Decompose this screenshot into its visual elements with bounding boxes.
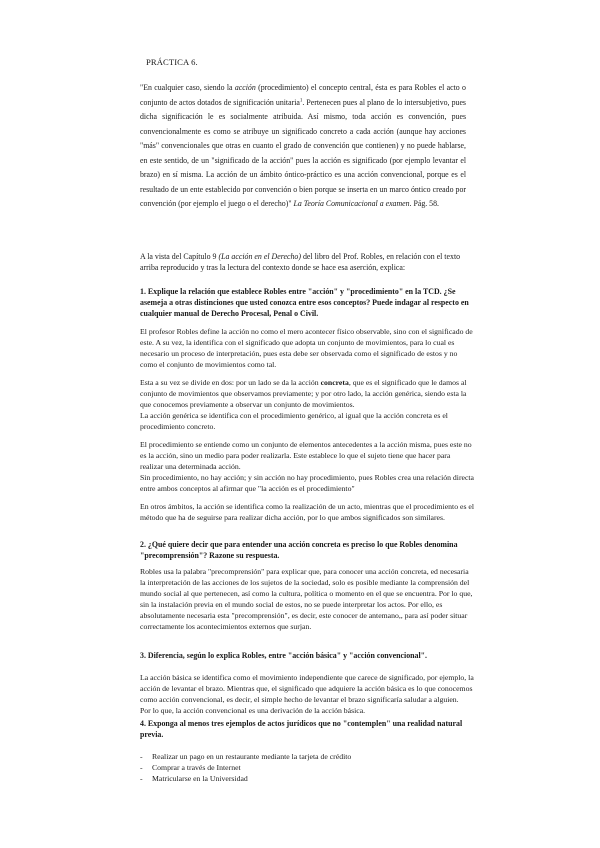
intro-text-b: del libro del Prof. Robles, en relación con el texto arriba reproducido y tras la lectura del contexto donde se hace esa aserción, explica:: [140, 252, 461, 273]
quoted-passage: [140, 81, 466, 212]
intro-chapter-title: (La acción en el Derecho): [218, 252, 301, 261]
answer-1-paragraph-3: [140, 439, 474, 494]
answer-2: Robles usa la palabra "precomprensión" para explicar que, para conocer una acción concreta, ed necesaria la interpretación de las acciones de los sujetos de la sociedad, solo es posible mediante la comprensión del mundo social al que pertenecen, así como la cultura, política o momento en el que se encuentra. Por lo que, sin la instalación previa en el mundo social de estos, no se puede interpretar los actos. Por ello, es absolutamente necesaria esta "precomprensión", es decir, este conocer de antemano,, para así poder situar correctamente los acontecimientos externos que surjan.: [140, 567, 473, 632]
list-item: - Realizar un pago en un restaurante mediante la tarjeta de crédito: [140, 752, 351, 763]
intro-text-a: A la vista del Capítulo 9: [140, 252, 219, 261]
answer-1-paragraph-4: En otros ámbitos, la acción se identifica como la realización de un acto, mientras que el procedimiento es el método que ha de seguirse para realizar dicha acción, por lo que ambos significados son similares.: [140, 501, 474, 522]
quote-text-3: . Pertenecen pues al plano de lo intersubjetivo, pues dicha significación le es socialmente atribuida. Así mismo, toda acción es convención, pues convencionalmente es como se atribuye un significado concreto a cada acción (aunque hay acciones "más" convencionales que otras en cuanto el grado de convención que contienen) y no puede hablarse, en este sentido, de un "significado de la acción" pues la acción es significado (por ejemplo levantar el brazo) en sí misma. La acción de un ámbito óntico-práctico es una acción convencional, porque es el resultado de un ente establecido por convención o bien porque se inserta en un marco óntico creado por convención (por ejemplo el juego o el derecho)": [140, 97, 466, 209]
quote-emphasis: acción: [234, 83, 256, 92]
quote-text-1: "En cualquier caso, siendo la: [140, 83, 235, 92]
answer-1-text: , que es el significado que le damos al conjunto de movimientos que observamos previamente; y por otro lado, la acción genérica, siendo esta la que conocemos previamente a observar un conjunto de movimientos.: [140, 377, 467, 410]
answer-3-paragraph-1: La acción básica se identifica como el movimiento independiente que carece de significado, por ejemplo, la acción de levantar el brazo. Mientras que, el significado que adquiere la acción básica es lo que conocemos como acción convencional, es decir, el simple hecho de levantar el brazo significaría saludar a alguien.: [140, 673, 474, 705]
page-title: PRÁCTICA 6.: [146, 57, 198, 67]
question-1: 1. Explique la relación que establece Robles entre "acción" y "procedimiento" en la TCD. ¿Se asemeja a otras distinciones que usted conozca entre esos conceptos? Puede indagar al respecto en cualquier manual de Derecho Procesal, Penal o Civil.: [140, 287, 469, 318]
answer-3-paragraph-2: Por lo que, la acción convencional es una derivación de la acción básica.: [140, 706, 366, 716]
question-3: 3. Diferencia, según lo explica Robles, entre "acción básica" y "acción convencional".: [140, 651, 428, 660]
question-2: 2. ¿Qué quiere decir que para entender una acción concreta es preciso lo que Robles denomina "precomprensión"? Razone su respuesta.: [140, 540, 458, 560]
quote-source-title: La Teoría Comunicacional a examen: [293, 199, 410, 209]
quote-source-page: . Pág. 58.: [409, 199, 439, 209]
list-item: - Comprar a través de Internet: [140, 763, 351, 774]
list-item: - Matricularse en la Universidad: [140, 774, 351, 785]
answer-1-paragraph-2: [140, 377, 474, 432]
answer-1-text: El procedimiento se entiende como un conjunto de elementos antecedentes a la acción misma, pues este no es la acción, sino un medio para poder realizarla. Este establece lo que el sujeto tiene que hacer para realizar una determinada acción.: [140, 439, 472, 472]
answer-1-bold-term: concreta: [320, 377, 349, 387]
answer-1-text: Sin procedimiento, no hay acción; y sin acción no hay procedimiento, pues Robles crea una relación directa entre ambos conceptos al afirmar que "la acción es el procedimiento": [140, 473, 474, 494]
footnote-marker: 1: [299, 97, 303, 103]
answer-1: [140, 326, 474, 530]
answer-1-paragraph-1: El profesor Robles define la acción no como el mero acontecer físico observable, sino con el significado de este. A su vez, la identifica con el significado que adopta un conjunto de movimientos, para lo cual es necesario un proceso de interpretación, pues esta debe ser observada como el significado de estos y no como el conjunto de movimientos como tal.: [140, 327, 473, 370]
quote-text-2: (procedimiento) el concepto central, ésta es para Robles el acto o conjunto de actos dotados de significación unitaria: [140, 83, 466, 107]
answer-1-text: La acción genérica se identifica con el procedimiento genérico, al igual que la acción concreta es el procedimiento concreto.: [140, 411, 448, 432]
question-4: 4. Exponga al menos tres ejemplos de actos jurídicos que no "contemplen" una realidad natural previa.: [140, 719, 463, 739]
answer-1-text: Esta a su vez se divide en dos: por un lado se da la acción: [140, 377, 321, 387]
intro-paragraph: [140, 251, 470, 274]
answer-3: [140, 672, 474, 716]
examples-list: [140, 752, 351, 785]
